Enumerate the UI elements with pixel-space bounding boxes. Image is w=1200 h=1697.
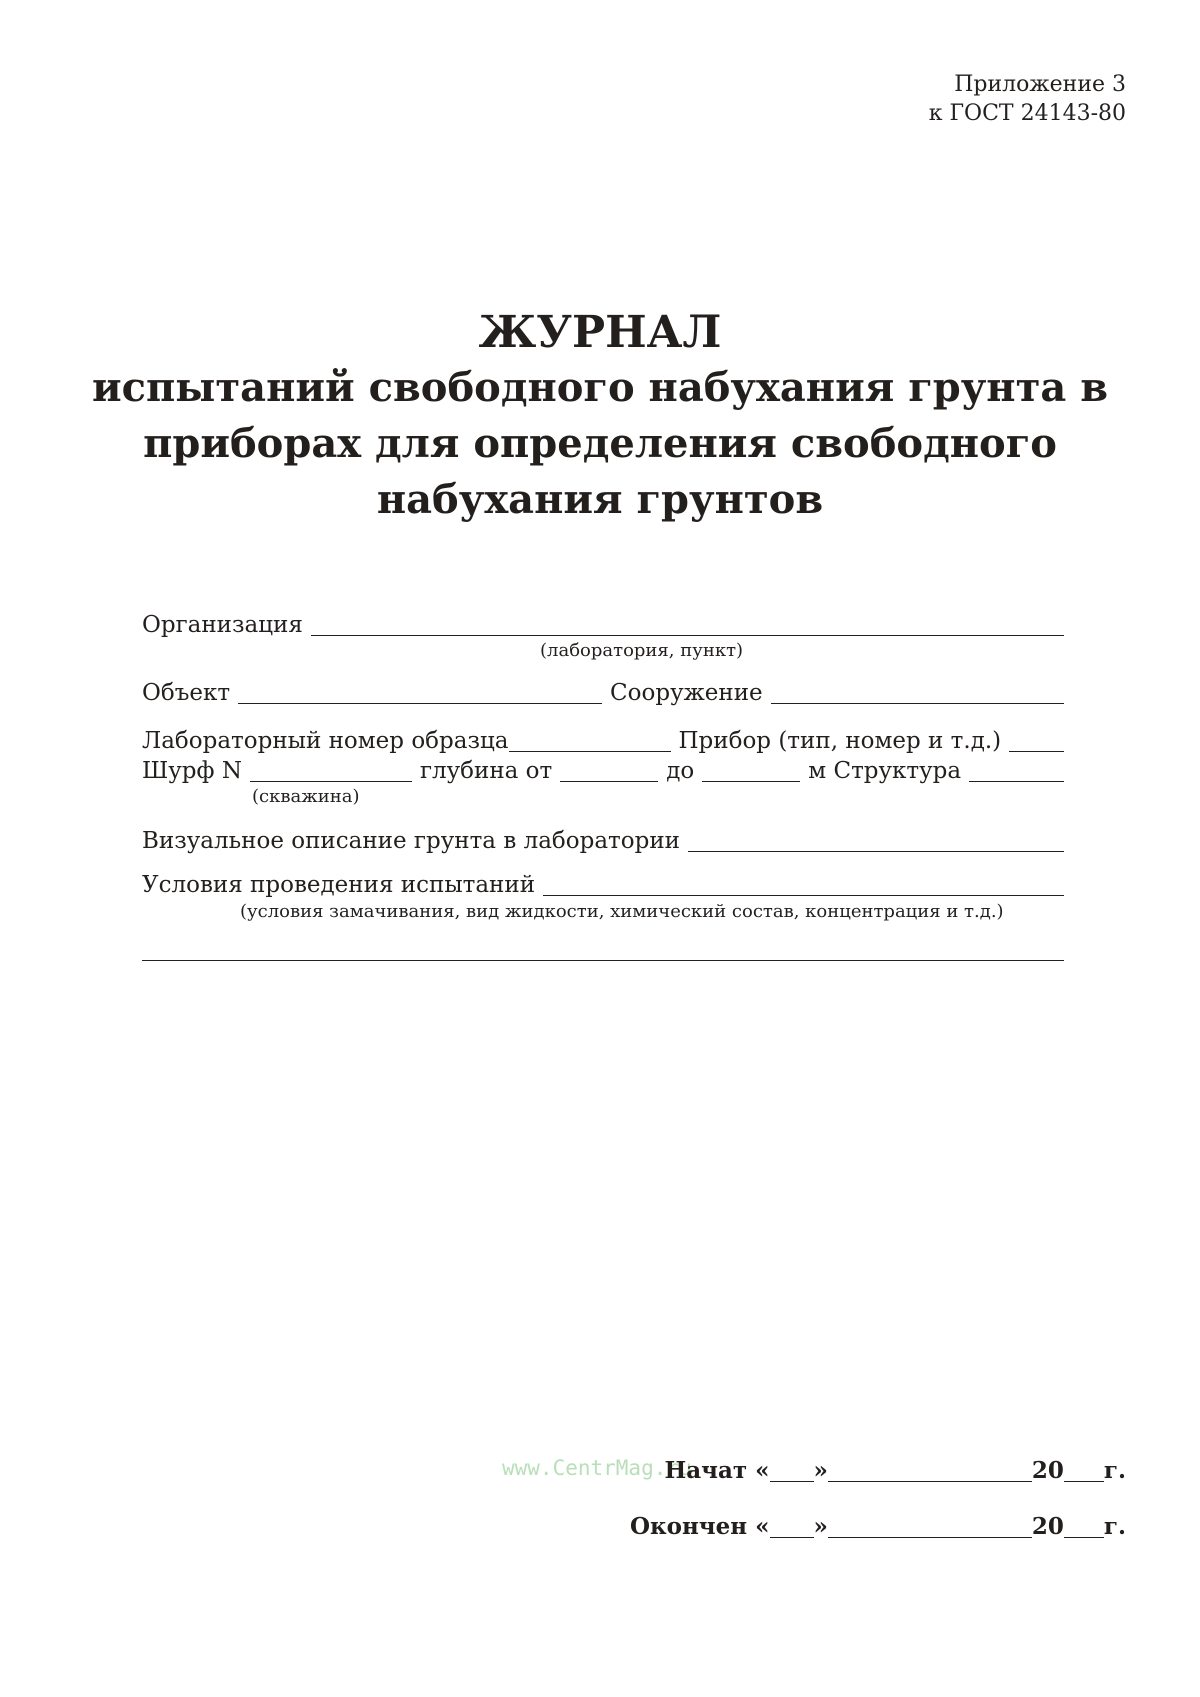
- test-conditions-extra-field[interactable]: [142, 940, 1064, 961]
- finished-date-row: [630, 1512, 1126, 1542]
- extra-line-row: [142, 940, 1064, 965]
- test-conditions-hint: (условия замачивания, вид жидкости, химический состав, концентрация и т.д.): [240, 901, 1004, 922]
- pit-hint: (скважина): [252, 786, 360, 807]
- finished-label: Окончен «: [629, 1513, 770, 1540]
- finished-day-field[interactable]: [770, 1517, 814, 1538]
- organization-label: Организация: [142, 612, 303, 638]
- annex-reference: [929, 70, 1126, 128]
- started-date-row: [664, 1456, 1126, 1486]
- finished-year-prefix: 20: [1031, 1513, 1064, 1540]
- test-conditions-row: [142, 870, 1064, 900]
- device-label: Прибор (тип, номер и т.д.): [678, 728, 1002, 754]
- started-quote-close: »: [813, 1457, 828, 1484]
- pit-row: [142, 756, 1064, 786]
- started-label: Начат «: [664, 1457, 770, 1484]
- finished-year-suffix: г.: [1103, 1513, 1126, 1540]
- title-line-3: набухания грунтов: [376, 476, 824, 523]
- structure-label: Сооружение: [610, 680, 763, 706]
- sample-row: [142, 726, 1064, 756]
- test-conditions-field[interactable]: [543, 875, 1064, 896]
- texture-label: м Структура: [808, 758, 962, 784]
- started-year-field[interactable]: [1064, 1461, 1104, 1482]
- depth-from-label: глубина от: [419, 758, 553, 784]
- started-day-field[interactable]: [770, 1461, 814, 1482]
- object-field[interactable]: [238, 683, 602, 704]
- title-main: ЖУРНАЛ: [478, 307, 722, 358]
- texture-field[interactable]: [969, 761, 1064, 782]
- finished-year-field[interactable]: [1064, 1517, 1104, 1538]
- title-line-1: испытаний свободного набухания грунта в: [91, 364, 1108, 411]
- organization-hint: (лаборатория, пункт): [540, 640, 744, 661]
- title-line-2: приборах для определения свободного: [143, 420, 1057, 467]
- watermark: www.CentrMag.ru: [502, 1456, 692, 1480]
- visual-description-field[interactable]: [688, 831, 1064, 852]
- annex-number: Приложение 3: [954, 72, 1126, 97]
- sample-number-label: Лабораторный номер образца: [142, 728, 509, 754]
- started-year-prefix: 20: [1031, 1457, 1064, 1484]
- depth-from-field[interactable]: [560, 761, 658, 782]
- object-label: Объект: [142, 680, 231, 706]
- structure-field[interactable]: [771, 683, 1064, 704]
- organization-field[interactable]: [311, 615, 1064, 636]
- sample-number-field[interactable]: [509, 731, 671, 752]
- journal-title: [60, 306, 1140, 528]
- depth-to-field[interactable]: [702, 761, 800, 782]
- annex-standard: к ГОСТ 24143-80: [928, 101, 1126, 126]
- finished-month-field[interactable]: [828, 1517, 1032, 1538]
- pit-field[interactable]: [250, 761, 412, 782]
- visual-description-row: [142, 826, 1064, 856]
- organization-row: [142, 610, 1064, 640]
- started-month-field[interactable]: [828, 1461, 1032, 1482]
- device-field[interactable]: [1009, 731, 1064, 752]
- test-conditions-label: Условия проведения испытаний: [142, 872, 536, 898]
- started-year-suffix: г.: [1103, 1457, 1126, 1484]
- finished-quote-close: »: [813, 1513, 828, 1540]
- visual-description-label: Визуальное описание грунта в лаборатории: [142, 828, 680, 854]
- pit-label: Шурф N: [142, 758, 242, 784]
- object-row: [142, 678, 1064, 708]
- depth-to-label: до: [666, 758, 695, 784]
